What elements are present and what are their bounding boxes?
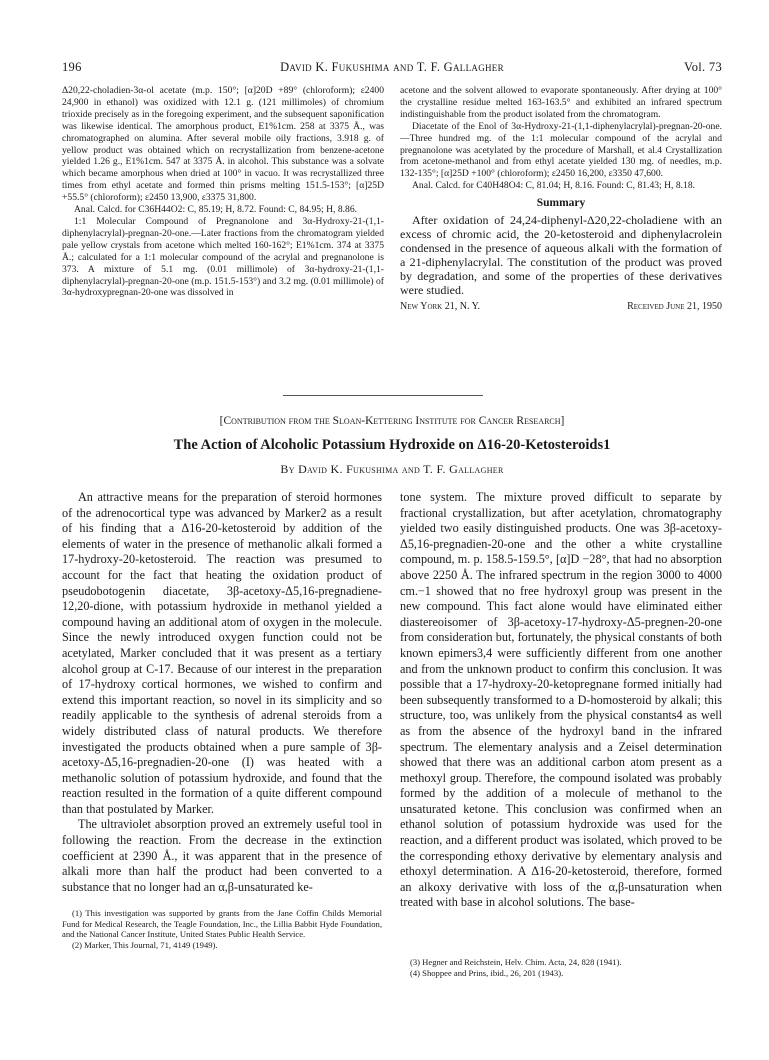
experimental-paragraph: Diacetate of the Enol of 3α-Hydroxy-21-(1,1-diphenylacrylal)-pregnan-20-one.—Three hundred mg. of the 1:1 molecular compound of the acrylal and pregnanolone was acetylated by the procedure of Marshall, et al.4 Crystallization from acetone-methanol and from ethyl acetate yielded 130 mg. of needles, m.p. 132-135°; [α]25D +100° (chloroform); ε2450 16,200, ε3350 47,600. [400, 120, 722, 180]
analysis-paragraph: Anal. Calcd. for C40H48O4: C, 81.04; H, 8.16. Found: C, 81.43; H, 8.18. [412, 180, 696, 192]
article-right-column [400, 490, 722, 911]
body-paragraph: tone system. The mixture proved difficult to separate by fractional crystallization, but after acetylation, chromatography yielded two easily distinguished products. One was 3β-acetoxy-Δ5,16-pregnadien-20-one and the other a white crystalline compound, m. p. 158.5-159.5°, [α]D −28°, that had no absorption above 2250 Å. The infrared spectrum in the region 3000 to 4000 cm.−1 showed that no free hydroxyl group was present in the new compound. This fact alone would have eliminated either diastereoisomer of 3β-acetoxy-17-hydroxy-Δ5-pregnen-20-one from consideration but, fortunately, the physical constants of both known epimers3,4 were sufficiently different from one another and from the unknown product to confirm this conclusion. It was possible that a 17-hydroxy-20-ketopregnane formed initially had been subsequently transformed to a D-homosteroid by alkali; this structure, too, was unlikely from the physical constants4 as well as from the absence of the hydroxyl band in the infrared spectrum. The elementary analysis and a Zeisel determination showed that there was an additional carbon atom present as a methoxyl group. Therefore, the compound isolated was probably formed by the addition of a molecule of methanol to the unsaturated ketone. This conclusion was confirmed when an ethanol solution of potassium hydroxide was used for the reaction, and a different product was isolated, which proved to be the corresponding ethoxy derivative by elementary analysis and ethoxyl determination. A Δ16-20-ketosteroid, therefore, formed an alkoxy derivative with loss of the α,β-unsaturation when treated with base in alcohol solutions. The base- [400, 490, 722, 910]
experimental-paragraph: acetone and the solvent allowed to evaporate spontaneously. After drying at 100° the crystalline residue melted 163-163.5° and exhibited an infrared spectrum indistinguishable from the product isolated from the chromatogram. [400, 85, 722, 120]
place: New York 21, N. Y. [400, 301, 481, 313]
footnotes-right [400, 957, 722, 978]
article-title: The Action of Alcoholic Potassium Hydroxide on Δ16-20-Ketosteroids1 [173, 437, 611, 453]
page-number: 196 [62, 60, 82, 74]
previous-article-right-column [400, 85, 722, 313]
article-left-column [62, 490, 382, 895]
footnotes-left [62, 908, 382, 950]
previous-article-left-column [62, 85, 384, 299]
running-head-authors: David K. Fukushima and T. F. Gallagher [280, 60, 504, 74]
section-divider [283, 395, 483, 396]
received-line [400, 301, 722, 313]
body-paragraph: The ultraviolet absorption proved an extremely useful tool in following the reaction. From the decrease in the extinction coefficient at 2390 Å., it was apparent that in the presence of alkali more than half the product had been converted to a substance that no longer had an α,β-unsaturated ke- [62, 817, 382, 894]
footnote: (4) Shoppee and Prins, ibid., 26, 201 (1943). [410, 967, 564, 978]
volume-number: Vol. 73 [684, 60, 722, 74]
summary-heading: Summary [536, 197, 586, 210]
analysis-paragraph: Anal. Calcd. for C36H44O2: C, 85.19; H, 8.72. Found: C, 84.95; H, 8.86. [74, 204, 358, 216]
experimental-paragraph: Δ20,22-choladien-3α-ol acetate (m.p. 150°; [α]20D +89° (chloroform); ε2400 24,900 in ethanol) was oxidized with 12.1 g. (121 millimoles) of chromium trioxide precisely as in the foregoing experiment, and the subsequent saponification was likewise identical. The amorphous product, E1%1cm. 258 at 3375 Å., was chromatographed on alumina. After several mobile oily fractions, 3.918 g. of yellow product was obtained which on recrystallization from benzene-acetone yielded 1.26 g., E1%1cm. 547 at 3375 Å. in alcohol. This substance was a solvate which became amorphous when dried at 100° in vacuo. It was recrystallized three times from ethyl acetate and formed thin prisms melting 151.5-153°; [α]25D +55.5° (chloroform); ε2450 13,900, ε3375 31,800. [62, 85, 384, 204]
received-date: Received June 21, 1950 [627, 301, 722, 313]
footnote: (3) Hegner and Reichstein, Helv. Chim. Acta, 24, 828 (1941). [410, 957, 622, 967]
article-byline: By David K. Fukushima and T. F. Gallagher [280, 462, 504, 476]
experimental-paragraph: 1:1 Molecular Compound of Pregnanolone and 3α-Hydroxy-21-(1,1-diphenylacrylal)-pregnan-20-one.—Later fractions from the chromatogram yielded pale yellow crystals from acetone which melted 160-162°; E1%1cm. 374 at 3375 Å.; calculated for a 1:1 molecular compound of the acrylal and pregnanolone is 373. A mixture of 5.1 mg. (0.01 millimole) of 3α-hydroxy-21-(1,1-diphenylacrylal)-pregnan-20-one (m.p. 151.5-153°) and 3.2 mg. (0.01 millimole) of 3α-hydroxypregnan-20-one was dissolved in [62, 215, 384, 299]
body-paragraph: An attractive means for the preparation of steroid hormones of the adrenocortical type was advanced by Marker2 as a result of his finding that a Δ16-20-ketosteroid by addition of the elements of water in the presence of methanolic alkali formed a 17-hydroxy-20-ketosteroid. The reaction was presumed to account for the fact that heating the oxidation product of pseudobotogenin diacetate, 3β-acetoxy-Δ5,16-pregnadiene-12,20-dione, with potassium hydroxide in methanol yielded a compound having an additional atom of oxygen in the molecule. Since the newly introduced oxygen function could not be acetylated, Marker concluded that it was present as a tertiary alcohol group at C-17. Because of our interest in the preparation of 17-hydroxy cortical hormones, we wished to confirm and extend this important reaction, so novel in its simplicity and so readily applicable to the synthesis of adrenal steroids from a widely distributed class of natural products. We therefore investigated the products obtained when a pure sample of 3β-acetoxy-Δ5,16-pregnadien-20-one (I) was heated with a methanolic solution of potassium hydroxide, and found that the reaction resulted in the formation of a quite different compound than that postulated by Marker. [62, 490, 382, 816]
footnote: (2) Marker, This Journal, 71, 4149 (1949). [72, 939, 218, 950]
summary-text: After oxidation of 24,24-diphenyl-Δ20,22-choladiene with an excess of chromic acid, the 20-ketosteroid and diphenylacrolein condensed in the presence of aqueous alkali with the formation of a 21-diphenylacrylal. The constitution of the product was proved by degradation, and some of the properties of these derivatives were studied. [400, 213, 722, 298]
contribution-line: [Contribution from the Sloan-Kettering Institute for Cancer Research] [219, 415, 565, 427]
footnote: (1) This investigation was supported by grants from the Jane Coffin Childs Memorial Fund for Medical Research, the Teagle Foundation, Inc., the Lillia Babbit Hyde Foundation, and the National Cancer Institute, United States Public Health Service. [62, 908, 382, 940]
